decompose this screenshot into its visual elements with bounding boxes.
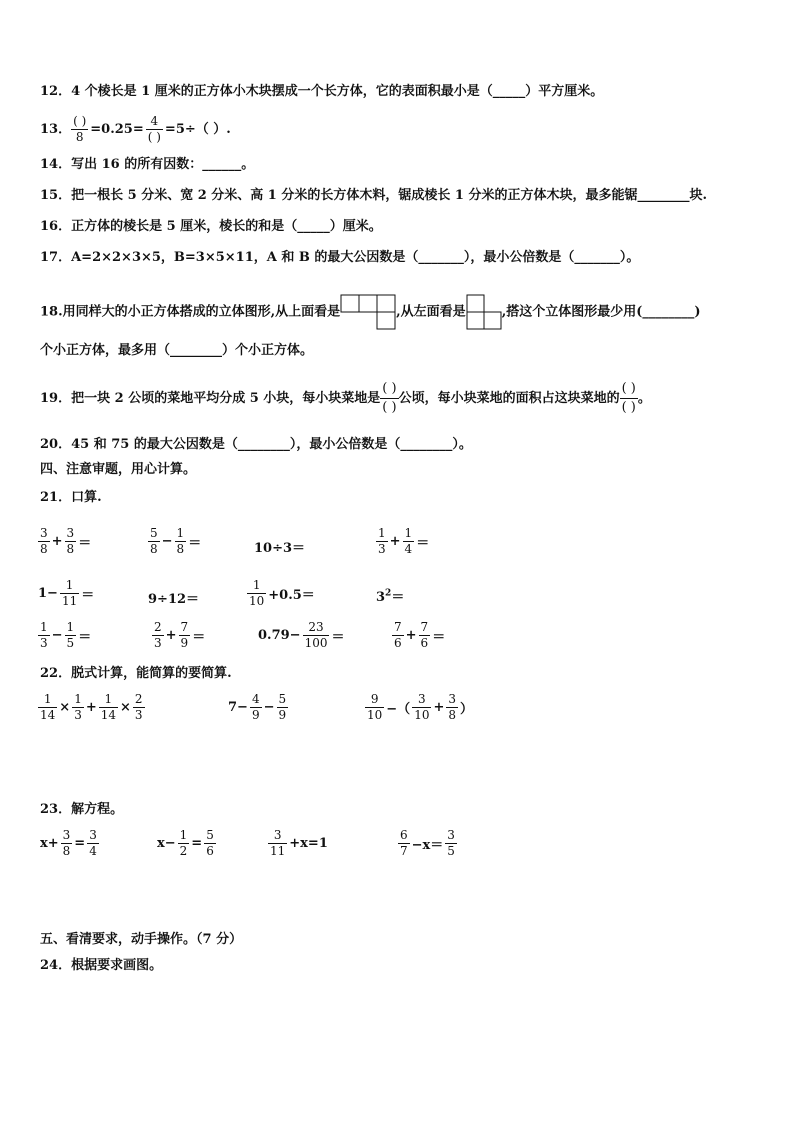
question-16: 16．正方体的棱长是 5 厘米，棱长的和是（_____）厘米。 xyxy=(40,219,382,234)
question-14: 14．写出 16 的所有因数：______。 xyxy=(40,157,255,172)
denominator: 10 xyxy=(249,594,265,608)
stepwise-calc-1 xyxy=(38,692,145,723)
equation-4 xyxy=(398,828,457,859)
numerator: 3 xyxy=(447,828,455,842)
operator: + xyxy=(165,628,177,643)
oral-calc-9 xyxy=(38,620,93,651)
q19-b1-num: ( ) xyxy=(380,380,398,399)
operator: + xyxy=(433,700,445,715)
denominator: 9 xyxy=(251,708,260,722)
numerator: 3 xyxy=(412,692,431,708)
denominator: 3 xyxy=(134,708,143,722)
denominator: 14 xyxy=(100,708,117,722)
q13-label: 13． xyxy=(40,122,72,137)
numerator: 2 xyxy=(134,692,143,706)
q19-blank-fraction-1[interactable] xyxy=(380,380,398,417)
numerator: 3 xyxy=(66,526,75,540)
denominator: 3 xyxy=(74,708,82,722)
fraction xyxy=(250,692,262,723)
denominator: 2 xyxy=(179,844,188,858)
operator: + xyxy=(389,534,401,549)
question-22-title: 22．脱式计算，能简算的要简算. xyxy=(40,666,232,681)
fraction xyxy=(446,692,458,723)
denominator: 9 xyxy=(180,636,189,650)
numerator: 3 xyxy=(40,526,48,540)
q13-fraction-2 xyxy=(146,114,163,145)
numerator: 1 xyxy=(60,578,79,594)
equation-3 xyxy=(268,828,330,859)
section-5-heading: 五、看清要求，动手操作。（7 分） xyxy=(40,932,243,947)
equals: ＝ xyxy=(432,630,446,645)
question-19 xyxy=(40,380,651,417)
numerator: 6 xyxy=(400,828,408,842)
operator: −x＝ xyxy=(411,838,444,853)
denominator: 6 xyxy=(206,844,214,858)
denominator: 8 xyxy=(62,844,71,858)
fraction xyxy=(175,526,187,557)
operator: −（ xyxy=(386,702,411,717)
numerator: 1 xyxy=(176,526,185,540)
denominator: 4 xyxy=(404,542,413,556)
denominator: 5 xyxy=(66,636,75,650)
oral-calc-7 xyxy=(247,578,317,609)
question-15: 15．把一根长 5 分米、宽 2 分米、高 1 分米的长方体木料，锯成棱长 1 分米的正方体木块，最多能锯________块. xyxy=(40,188,708,203)
equals: ＝ xyxy=(78,630,92,645)
oral-calc-2 xyxy=(148,526,203,557)
q13-f1-den: 8 xyxy=(75,130,84,144)
exponent: 2 xyxy=(385,588,392,599)
numerator: 4 xyxy=(251,692,260,706)
stepwise-calc-2 xyxy=(226,692,288,723)
prefix: x+ xyxy=(40,836,59,851)
fraction xyxy=(392,620,404,651)
operator: − xyxy=(51,628,63,643)
section-4-heading: 四、注意审题，用心计算。 xyxy=(40,462,197,477)
fraction xyxy=(247,578,266,609)
q13-f1-num[interactable]: ( ) xyxy=(73,114,87,128)
numerator: 3 xyxy=(89,828,97,842)
fraction xyxy=(72,692,84,723)
fraction xyxy=(133,692,145,723)
equals: = xyxy=(74,836,86,851)
fraction xyxy=(38,526,50,557)
prefix: 1− xyxy=(38,586,58,601)
numerator: 9 xyxy=(365,692,384,708)
numerator: 1 xyxy=(404,526,413,540)
left-view-figure xyxy=(466,294,502,330)
q18-part3: ,搭这个立体图形最少用(________) xyxy=(501,304,701,320)
fraction xyxy=(178,828,190,859)
numerator: 3 xyxy=(448,692,457,706)
numerator: 23 xyxy=(303,620,330,636)
numerator: 3 xyxy=(268,828,287,844)
q19-b1-den: ( ) xyxy=(382,400,397,415)
equals: = xyxy=(191,836,203,851)
suffix: +0.5＝ xyxy=(268,588,315,603)
fraction xyxy=(179,620,191,651)
oral-calc-1 xyxy=(38,526,93,557)
fraction xyxy=(61,828,73,859)
operator: − xyxy=(263,700,275,715)
operator: × xyxy=(59,700,71,715)
fraction xyxy=(152,620,164,651)
fraction xyxy=(148,526,160,557)
numerator: 7 xyxy=(180,620,189,634)
equals: ＝ xyxy=(188,536,202,551)
q19-part1: 19．把一块 2 公顷的菜地平均分成 5 小块，每小块菜地是 xyxy=(40,391,381,406)
fraction xyxy=(403,526,415,557)
numerator: 1 xyxy=(38,692,57,708)
numerator: 1 xyxy=(179,828,188,842)
q13-f2-den[interactable]: ( ) xyxy=(147,130,161,144)
question-12: 12．4 个棱长是 1 厘米的正方体小木块摆成一个长方体，它的表面积最小是（_____）平方厘米。 xyxy=(40,84,604,99)
fraction xyxy=(412,692,431,723)
numerator: 1 xyxy=(66,620,75,634)
equation-2 xyxy=(155,828,216,859)
fraction xyxy=(419,620,431,651)
question-21-title: 21．口算. xyxy=(40,490,102,505)
question-17: 17．A=2×2×3×5，B=3×5×11，A 和 B 的最大公因数是（_______），最小公倍数是（_______）。 xyxy=(40,250,640,265)
denominator: 3 xyxy=(154,636,162,650)
equals: ＝ xyxy=(391,590,405,605)
q19-blank-fraction-2[interactable] xyxy=(620,380,638,417)
question-20: 20．45 和 75 的最大公因数是（________），最小公倍数是（________）。 xyxy=(40,437,472,452)
fraction xyxy=(365,692,384,723)
operator: − xyxy=(161,534,173,549)
denominator: 10 xyxy=(414,708,430,722)
denominator: 10 xyxy=(367,708,383,722)
q13-mid: =0.25= xyxy=(90,121,144,137)
fraction xyxy=(87,828,99,859)
equals: ＝ xyxy=(192,630,206,645)
fraction xyxy=(204,828,216,859)
operator: × xyxy=(120,700,131,715)
numerator: 1 xyxy=(247,578,266,594)
denominator: 3 xyxy=(378,542,386,556)
q18-part1: 18.用同样大的小正方体搭成的立体图形,从上面看是 xyxy=(40,304,341,320)
fraction xyxy=(38,620,50,651)
fraction xyxy=(38,692,57,723)
denominator: 8 xyxy=(66,542,75,556)
denominator: 8 xyxy=(40,542,48,556)
question-18-line2: 个小正方体，最多用（________）个小正方体。 xyxy=(40,343,314,358)
numerator: 2 xyxy=(154,620,162,634)
prefix: 0.79− xyxy=(258,628,301,643)
numerator: 5 xyxy=(278,692,287,706)
equals: ＝ xyxy=(81,588,95,603)
q13-tail: =5÷（ ）. xyxy=(164,121,231,137)
denominator: 6 xyxy=(420,636,429,650)
question-24: 24．根据要求画图。 xyxy=(40,958,163,973)
fraction xyxy=(99,692,118,723)
equation-1 xyxy=(38,828,99,859)
oral-calc-5 xyxy=(36,578,96,609)
fraction xyxy=(376,526,388,557)
question-18 xyxy=(40,294,701,330)
q19-part3: 。 xyxy=(637,391,651,406)
oral-calc-4 xyxy=(376,526,431,557)
denominator: 5 xyxy=(447,844,455,858)
numerator: 7 xyxy=(420,620,429,634)
fraction xyxy=(303,620,330,651)
numerator: 1 xyxy=(378,526,386,540)
numerator: 5 xyxy=(206,828,214,842)
oral-calc-12 xyxy=(392,620,447,651)
numerator: 5 xyxy=(150,526,158,540)
oral-calc-8 xyxy=(376,586,404,605)
prefix: x− xyxy=(157,836,176,851)
operator: + xyxy=(51,534,63,549)
question-13 xyxy=(40,114,233,145)
numerator: 1 xyxy=(40,620,48,634)
denominator: 11 xyxy=(61,594,78,608)
oral-calc-11 xyxy=(256,620,346,651)
oral-calc-6: 9÷12＝ xyxy=(148,592,200,607)
denominator: 14 xyxy=(40,708,56,722)
numerator: 7 xyxy=(394,620,402,634)
fraction xyxy=(65,620,77,651)
fraction xyxy=(60,578,79,609)
numerator: 1 xyxy=(99,692,118,708)
q19-b2-num: ( ) xyxy=(620,380,638,399)
operator: + xyxy=(85,700,97,715)
oral-calc-3: 10÷3＝ xyxy=(254,541,306,556)
q18-part2: ,从左面看是 xyxy=(396,304,466,320)
denominator: 6 xyxy=(394,636,402,650)
oral-calc-10 xyxy=(152,620,207,651)
fraction xyxy=(65,526,77,557)
fraction xyxy=(268,828,287,859)
equals: ＝ xyxy=(416,536,430,551)
denominator: 100 xyxy=(304,636,328,650)
denominator: 7 xyxy=(400,844,408,858)
base: 3 xyxy=(376,590,386,605)
close-paren: ） xyxy=(460,702,474,717)
operator: + xyxy=(405,628,417,643)
equals: ＝ xyxy=(331,630,345,645)
denominator: 8 xyxy=(448,708,457,722)
denominator: 4 xyxy=(89,844,97,858)
suffix: +x=1 xyxy=(289,836,328,851)
stepwise-calc-3 xyxy=(365,692,475,723)
q13-fraction-1 xyxy=(71,114,88,145)
denominator: 3 xyxy=(40,636,48,650)
denominator: 8 xyxy=(150,542,158,556)
prefix: 7− xyxy=(228,700,248,715)
q13-f2-num: 4 xyxy=(146,114,163,130)
q19-part2: 公顷，每小块菜地的面积占这块菜地的 xyxy=(398,391,620,406)
equals: ＝ xyxy=(78,536,92,551)
denominator: 11 xyxy=(270,844,286,858)
numerator: 3 xyxy=(62,828,71,842)
fraction xyxy=(445,828,457,859)
denominator: 9 xyxy=(278,708,287,722)
denominator: 8 xyxy=(176,542,185,556)
q19-b2-den: ( ) xyxy=(621,400,636,415)
numerator: 1 xyxy=(74,692,82,706)
top-view-figure xyxy=(340,294,396,330)
fraction xyxy=(277,692,289,723)
question-23-title: 23．解方程。 xyxy=(40,802,124,817)
fraction xyxy=(398,828,410,859)
